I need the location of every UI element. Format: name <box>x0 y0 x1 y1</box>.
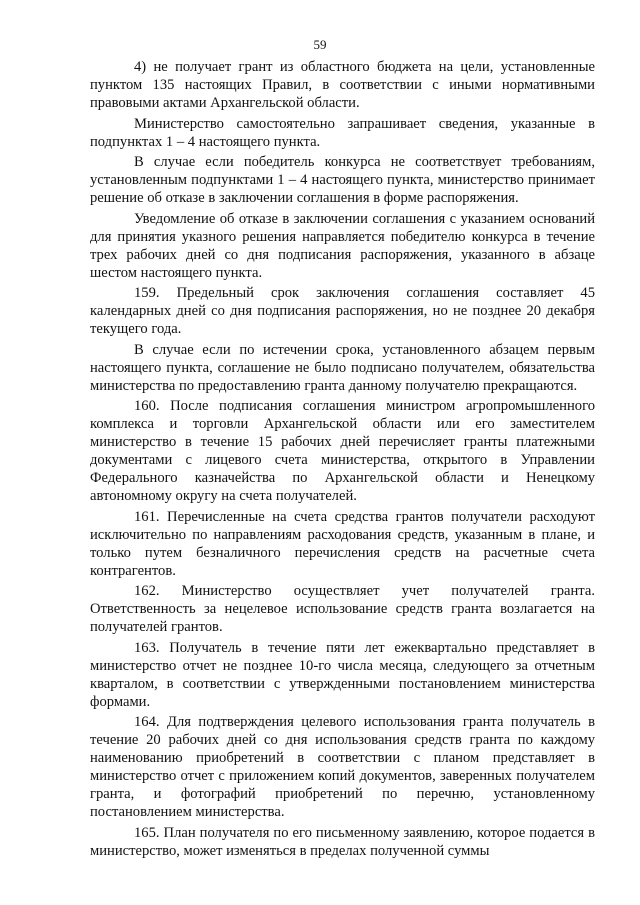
paragraph: 4) не получает грант из областного бюджета на цели, установленные пунктом 135 настоящих Правил, в соответствии с иными нормативными правовыми актами Архангельской области. <box>90 59 595 111</box>
paragraph: Уведомление об отказе в заключении соглашения с указанием оснований для принятия указного решения направляется победителю конкурса в течение трех рабочих дней со дня подписания распоряжения, указанного в абзаце шестом настоящего пункта. <box>90 210 595 281</box>
paragraph-162: 162. Министерство осуществляет учет получателей гранта. Ответственность за нецелевое использование средств гранта возлагается на получателей грантов. <box>90 583 595 635</box>
page-number: 59 <box>313 37 327 52</box>
paragraph-161: 161. Перечисленные на счета средства грантов получатели расходуют исключительно по направлениям расходования средств, указанным в плане, и только путем безналичного перечисления средств на расчетные счета контрагентов. <box>90 508 595 579</box>
paragraph-160: 160. После подписания соглашения министром агропромышленного комплекса и торговли Архангельской области или его заместителем министерство в течение 15 рабочих дней перечисляет гранты платежными документами с лицевого счета министерства, открытого в Управлении Федерального казначейства по Архангельской области и Ненецкому автономному округу на счета получателей. <box>90 398 595 504</box>
paragraph-159: 159. Предельный срок заключения соглашения составляет 45 календарных дней со дня подписания распоряжения, но не позднее 20 декабря текущего года. <box>90 285 595 337</box>
paragraph: В случае если по истечении срока, установленного абзацем первым настоящего пункта, соглашение не было подписано получателем, обязательства министерства по предоставлению гранта данному получателю прекращаются. <box>90 341 595 394</box>
paragraph: Министерство самостоятельно запрашивает сведения, указанные в подпунктах 1 – 4 настоящего пункта. <box>90 115 595 150</box>
paragraph-163: 163. Получатель в течение пяти лет ежеквартально представляет в министерство отчет не позднее 10-го числа месяца, следующего за отчетным кварталом, в соответствии с утвержденными постановлением министерства формами. <box>90 639 595 710</box>
paragraph: В случае если победитель конкурса не соответствует требованиям, установленным подпунктами 1 – 4 настоящего пункта, министерство принимает решение об отказе в заключении соглашения в форме распоряжения. <box>90 154 595 206</box>
document-body <box>90 58 595 862</box>
paragraph-164: 164. Для подтверждения целевого использования гранта получатель в течение 20 рабочих дней со дня использования средств гранта по каждому наименованию приобретений в соответствии с планом представляет в министерство отчет с приложением копий документов, заверенных получателем гранта, и фотографий приобретений по перечню, установленному постановлением министерства. <box>90 714 595 820</box>
paragraph-165: 165. План получателя по его письменному заявлению, которое подается в министерство, может изменяться в пределах полученной суммы <box>90 824 595 859</box>
